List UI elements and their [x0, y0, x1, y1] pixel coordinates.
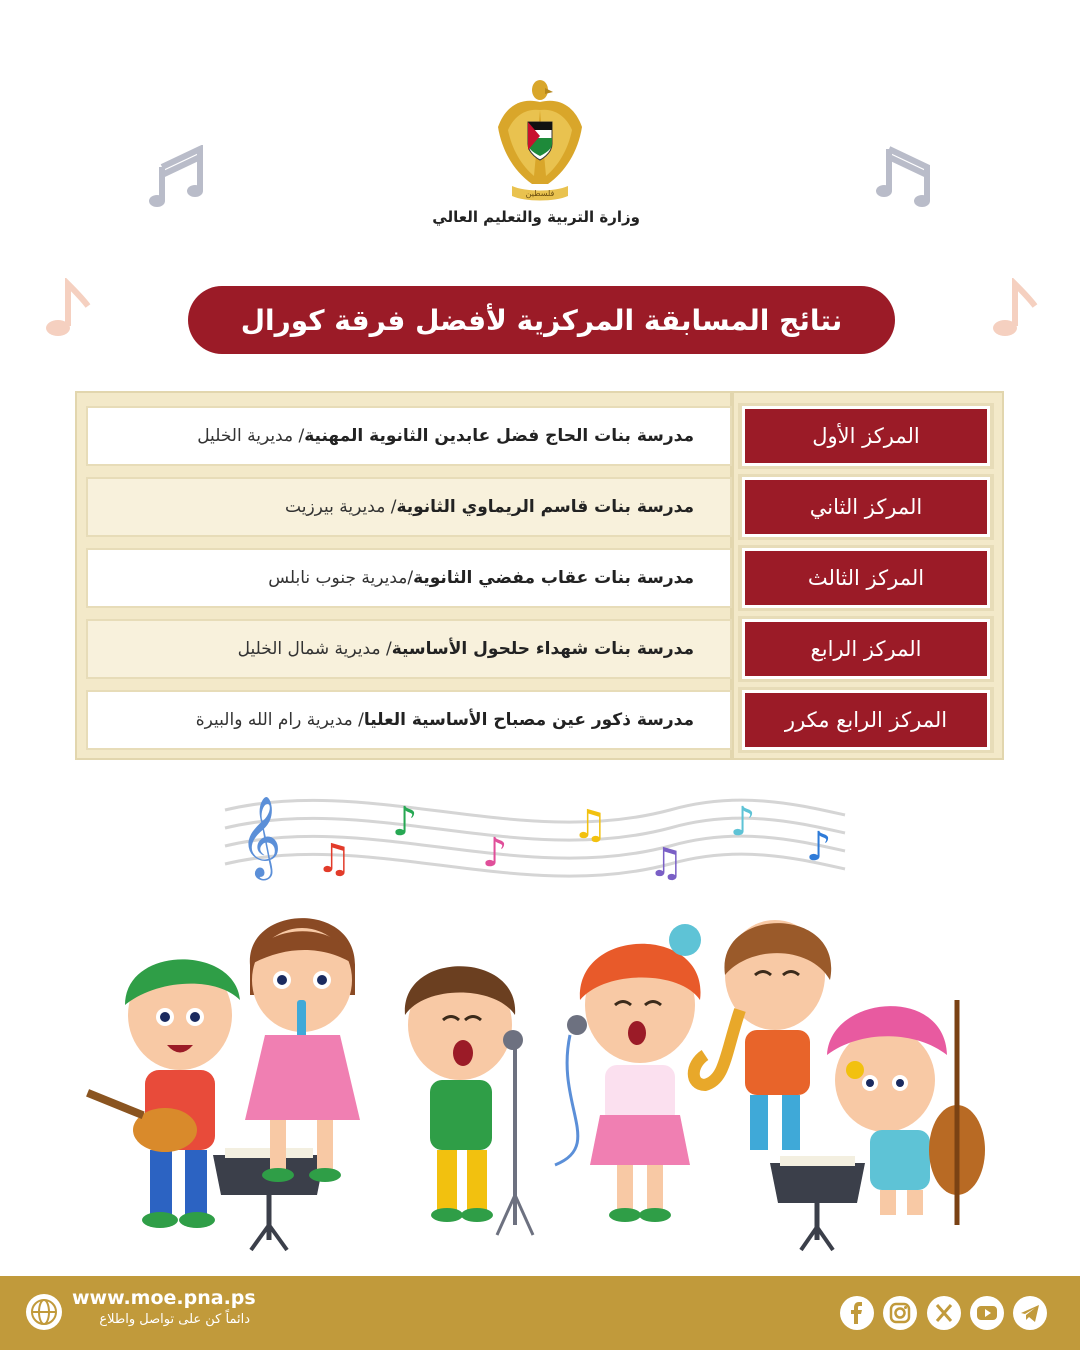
music-staff-illustration	[220, 780, 850, 890]
table-row	[86, 548, 732, 608]
music-note-icon: ♪	[730, 799, 756, 845]
school-name: مدرسة بنات شهداء حلحول الأساسية	[391, 639, 694, 659]
table-row	[86, 477, 732, 537]
music-note-icon: ♫	[648, 840, 684, 886]
music-note-icon: ♪	[806, 824, 832, 870]
directorate-name: / مديرية بيرزيت	[285, 497, 397, 517]
child-microphone	[555, 924, 701, 1222]
music-stand	[770, 1156, 865, 1250]
treble-clef-icon: 𝄞	[240, 795, 282, 877]
children-choir-illustration	[85, 905, 1005, 1255]
music-stand	[213, 1148, 325, 1250]
school-name: مدرسة ذكور عين مصباح الأساسية العليا	[363, 710, 694, 730]
child-flute	[245, 918, 360, 1182]
child-saxophone	[694, 920, 831, 1150]
child-guitar	[86, 959, 240, 1228]
table-row	[86, 690, 732, 750]
music-note-icon: ♪	[392, 799, 418, 845]
music-note-icon	[148, 145, 208, 210]
rank-label: المركز الرابع مكرر	[742, 690, 990, 750]
x-icon[interactable]	[927, 1296, 961, 1330]
directorate-name: /مديرية جنوب نابلس	[268, 568, 414, 588]
rank-label: المركز الثالث	[742, 548, 990, 608]
directorate-name: / مديرية رام الله والبيرة	[195, 710, 364, 730]
directorate-name: / مديرية شمال الخليل	[237, 639, 392, 659]
table-row	[86, 406, 732, 466]
table-row	[86, 619, 732, 679]
telegram-icon[interactable]	[1013, 1296, 1047, 1330]
music-note-icon	[985, 278, 1045, 340]
school-name: مدرسة بنات عقاب مفضي الثانوية	[413, 568, 694, 588]
music-note-icon: ♫	[316, 836, 352, 882]
school-name: مدرسة بنات قاسم الريماوي الثانوية	[396, 497, 694, 517]
ministry-name: وزارة التربية والتعليم العالي	[432, 208, 640, 226]
school-name: مدرسة بنات الحاج فضل عابدين الثانوية المهنية	[304, 426, 694, 446]
music-note-icon: ♪	[482, 830, 508, 876]
palestine-emblem-icon	[490, 72, 590, 202]
music-note-icon: ♫	[572, 802, 608, 848]
child-singing	[405, 966, 533, 1235]
rank-label: المركز الثاني	[742, 477, 990, 537]
footer-slogan: دائماً كن على تواصل واطلاع	[99, 1312, 250, 1327]
music-note-icon	[875, 145, 935, 210]
rank-label: المركز الأول	[742, 406, 990, 466]
emblem-banner-text: فلسطين	[525, 189, 555, 198]
globe-icon[interactable]	[26, 1294, 62, 1330]
facebook-icon[interactable]	[840, 1296, 874, 1330]
instagram-icon[interactable]	[883, 1296, 917, 1330]
directorate-name: / مديرية الخليل	[197, 426, 305, 446]
website-link[interactable]: www.moe.pna.ps	[72, 1287, 256, 1309]
music-note-icon	[38, 278, 98, 340]
rank-label: المركز الرابع	[742, 619, 990, 679]
youtube-icon[interactable]	[970, 1296, 1004, 1330]
page-title: نتائج المسابقة المركزية لأفضل فرقة كورال	[188, 286, 895, 354]
